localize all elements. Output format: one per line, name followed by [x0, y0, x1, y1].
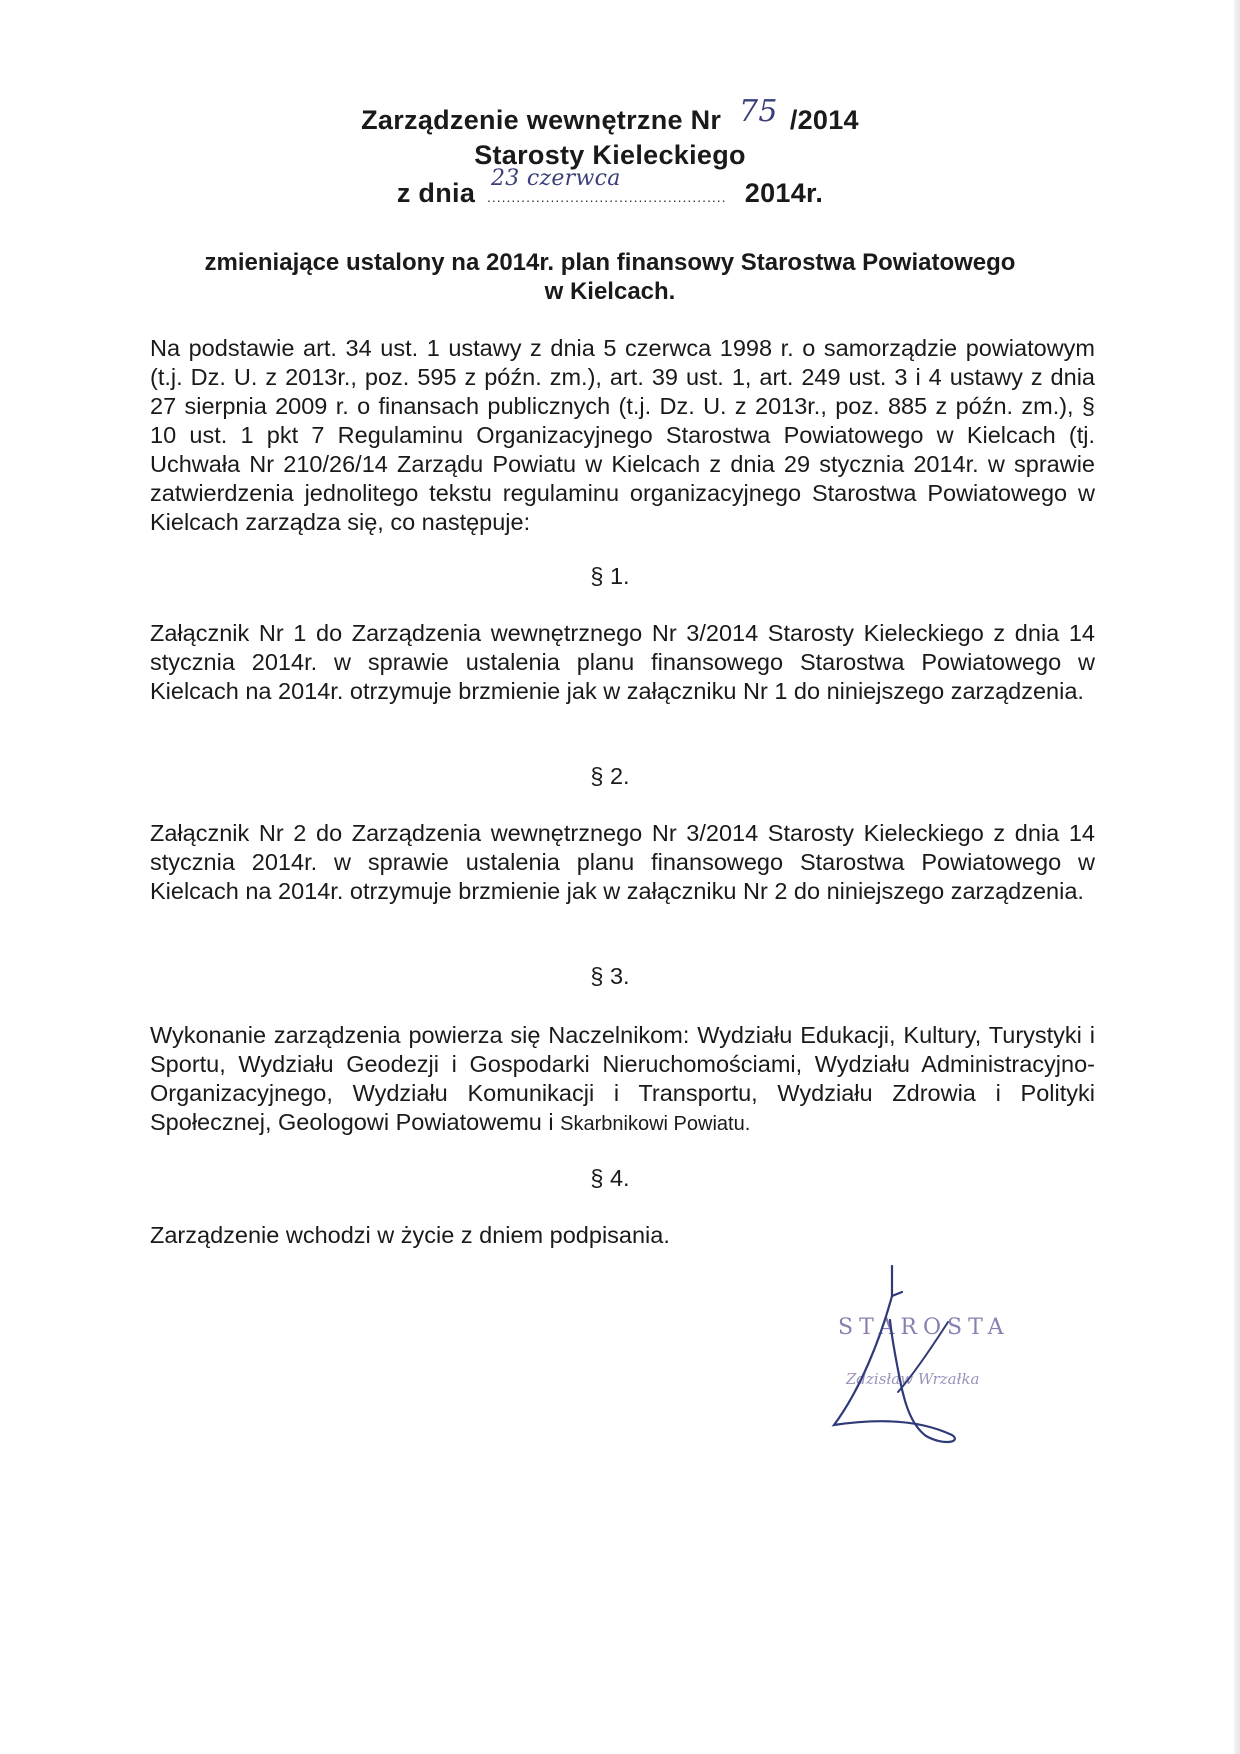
date-dotted-line: .................................................	[486, 189, 727, 205]
handwritten-signature	[820, 1260, 1020, 1470]
title-suffix: /2014	[789, 105, 859, 135]
document-title-line-1	[150, 94, 1070, 137]
subtitle-line-2: w Kielcach.	[544, 278, 676, 305]
section-2-text: Załącznik Nr 2 do Zarządzenia wewnętrznego Nr 3/2014 Starosty Kieleckiego z dnia 14 stycznia 2014r. w sprawie ustalenia planu finansowego Starostwa Powiatowego w Kielcach na 2014r. otrzymuje brzmienie jak w załączniku Nr 2 do niniejszego zarządzenia.	[150, 820, 1095, 904]
subtitle-line-1: zmieniające ustalony na 2014r. plan finansowy Starostwa Powiatowego	[204, 249, 1016, 276]
section-4-heading: § 4.	[590, 1165, 630, 1191]
section-1-heading: § 1.	[590, 563, 630, 589]
section-3-small-text: Skarbnikowi Powiatu.	[560, 1113, 751, 1135]
document-title-line-2: Starosty Kieleckiego	[474, 140, 746, 170]
document-date-line	[150, 166, 1070, 209]
document-subtitle	[150, 248, 1070, 306]
stamp-name: Zdzisław Wrzałka	[846, 1370, 980, 1388]
section-2-heading: § 2.	[590, 763, 630, 789]
title-prefix: Zarządzenie wewnętrzne Nr	[361, 105, 722, 135]
handwritten-number: 75	[739, 94, 778, 129]
section-3-text	[150, 1021, 1095, 1139]
preamble-paragraph: Na podstawie art. 34 ust. 1 ustawy z dnia 5 czerwca 1998 r. o samorządzie powiatowym (t.j. Dz. U. z 2013r., poz. 595 z późn. zm.), art. 39 ust. 1, art. 249 ust. 3 i 4 ustawy z dnia 27 sierpnia 2009 r. o finansach publicznych (t.j. Dz. U. z 2013r., poz. 885 z późn. zm.), § 10 ust. 1 pkt 7 Regulaminu Organizacyjnego Starostwa Powiatowego w Kielcach (tj. Uchwała Nr 210/26/14 Zarządu Powiatu w Kielcach z dnia 29 stycznia 2014r. w sprawie zatwierdzenia jednolitego tekstu regulaminu organizacyjnego Starostwa Powiatowego w Kielcach zarządza się, co następuje:	[150, 335, 1095, 535]
section-4-text: Zarządzenie wchodzi w życie z dniem podpisania.	[150, 1222, 670, 1248]
date-prefix: z dnia	[396, 178, 476, 208]
section-3-main-text: Wykonanie zarządzenia powierza się Naczelnikom: Wydziału Edukacji, Kultury, Turystyki i Sportu, Wydziału Geodezji i Gospodarki Nieruchomościami, Wydziału Administracyjno-Organizacyjnego, Wydziału Komunikacji i Transportu, Wydziału Zdrowia i Polityki Społecznej, Geologowi Powiatowemu i	[150, 1022, 1095, 1135]
signature-stamp-area	[820, 1260, 1020, 1470]
date-fill-area	[486, 166, 737, 209]
stamp-title: STAROSTA	[838, 1315, 1010, 1340]
date-suffix: 2014r.	[744, 178, 824, 208]
section-3-heading: § 3.	[590, 963, 630, 989]
scan-edge-shadow	[1234, 0, 1240, 1754]
handwritten-date: 23 czerwca	[490, 166, 621, 191]
section-1-text: Załącznik Nr 1 do Zarządzenia wewnętrznego Nr 3/2014 Starosty Kieleckiego z dnia 14 stycznia 2014r. w sprawie ustalenia planu finansowego Starostwa Powiatowego w Kielcach na 2014r. otrzymuje brzmienie jak w załączniku Nr 1 do niniejszego zarządzenia.	[150, 620, 1095, 704]
